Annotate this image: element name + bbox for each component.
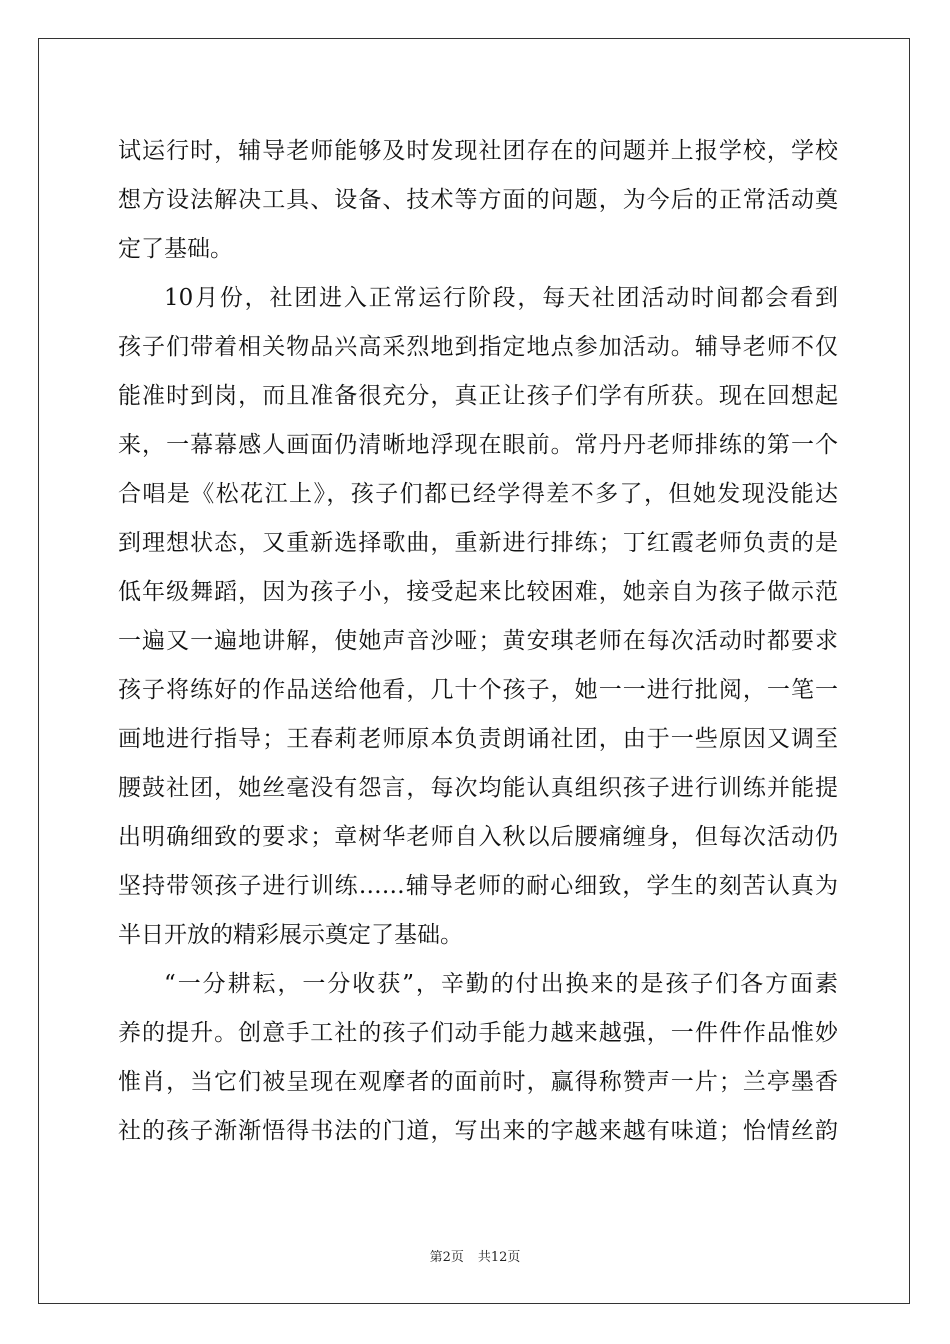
text-line: 定了基础。 — [118, 236, 233, 262]
text-line: 腰鼓社团，她丝毫没有怨言，每次均能认真组织孩子进行训练并能提 — [118, 775, 838, 801]
text-line: 孩子将练好的作品送给他看，几十个孩子，她一一进行批阅，一笔一 — [118, 677, 838, 703]
text-line: 低年级舞蹈，因为孩子小，接受起来比较困难，她亲自为孩子做示范 — [118, 579, 838, 605]
text-line: 试运行时，辅导老师能够及时发现社团存在的问题并上报学校，学校 — [118, 138, 838, 164]
page-footer — [0, 1246, 950, 1265]
text-line: 养的提升。创意手工社的孩子们动手能力越来越强，一件件作品惟妙 — [118, 1020, 838, 1046]
page-number-current: 第2页 — [429, 1250, 464, 1265]
text-line: 半日开放的精彩展示奠定了基础。 — [118, 922, 463, 948]
text-line: 来，一幕幕感人画面仍清晰地浮现在眼前。常丹丹老师排练的第一个 — [118, 432, 838, 458]
text-line: 社的孩子渐渐悟得书法的门道，写出来的字越来越有味道；怡情丝韵 — [118, 1118, 838, 1144]
text-line: 到理想状态，又重新选择歌曲，重新进行排练；丁红霞老师负责的是 — [118, 530, 838, 556]
page-number-total: 共12页 — [477, 1250, 521, 1265]
text-line: 坚持带领孩子进行训练……辅导老师的耐心细致，学生的刻苦认真为 — [118, 873, 838, 899]
text-line: 想方设法解决工具、设备、技术等方面的问题，为今后的正常活动奠 — [118, 187, 838, 213]
text-line: 10月份，社团进入正常运行阶段，每天社团活动时间都会看到 — [164, 285, 838, 311]
text-line: “一分耕耘，一分收获”，辛勤的付出换来的是孩子们各方面素 — [164, 971, 838, 997]
text-line: 能准时到岗，而且准备很充分，真正让孩子们学有所获。现在回想起 — [118, 383, 838, 409]
text-line: 画地进行指导；王春莉老师原本负责朗诵社团，由于一些原因又调至 — [118, 726, 838, 752]
text-line: 孩子们带着相关物品兴高采烈地到指定地点参加活动。辅导老师不仅 — [118, 334, 838, 360]
text-line: 一遍又一遍地讲解，使她声音沙哑；黄安琪老师在每次活动时都要求 — [118, 628, 838, 654]
text-line: 惟肖，当它们被呈现在观摩者的面前时，赢得称赞声一片；兰亭墨香 — [118, 1069, 838, 1095]
text-line: 合唱是《松花江上》，孩子们都已经学得差不多了，但她发现没能达 — [118, 481, 838, 507]
text-line: 出明确细致的要求；章树华老师自入秋以后腰痛缠身，但每次活动仍 — [118, 824, 838, 850]
